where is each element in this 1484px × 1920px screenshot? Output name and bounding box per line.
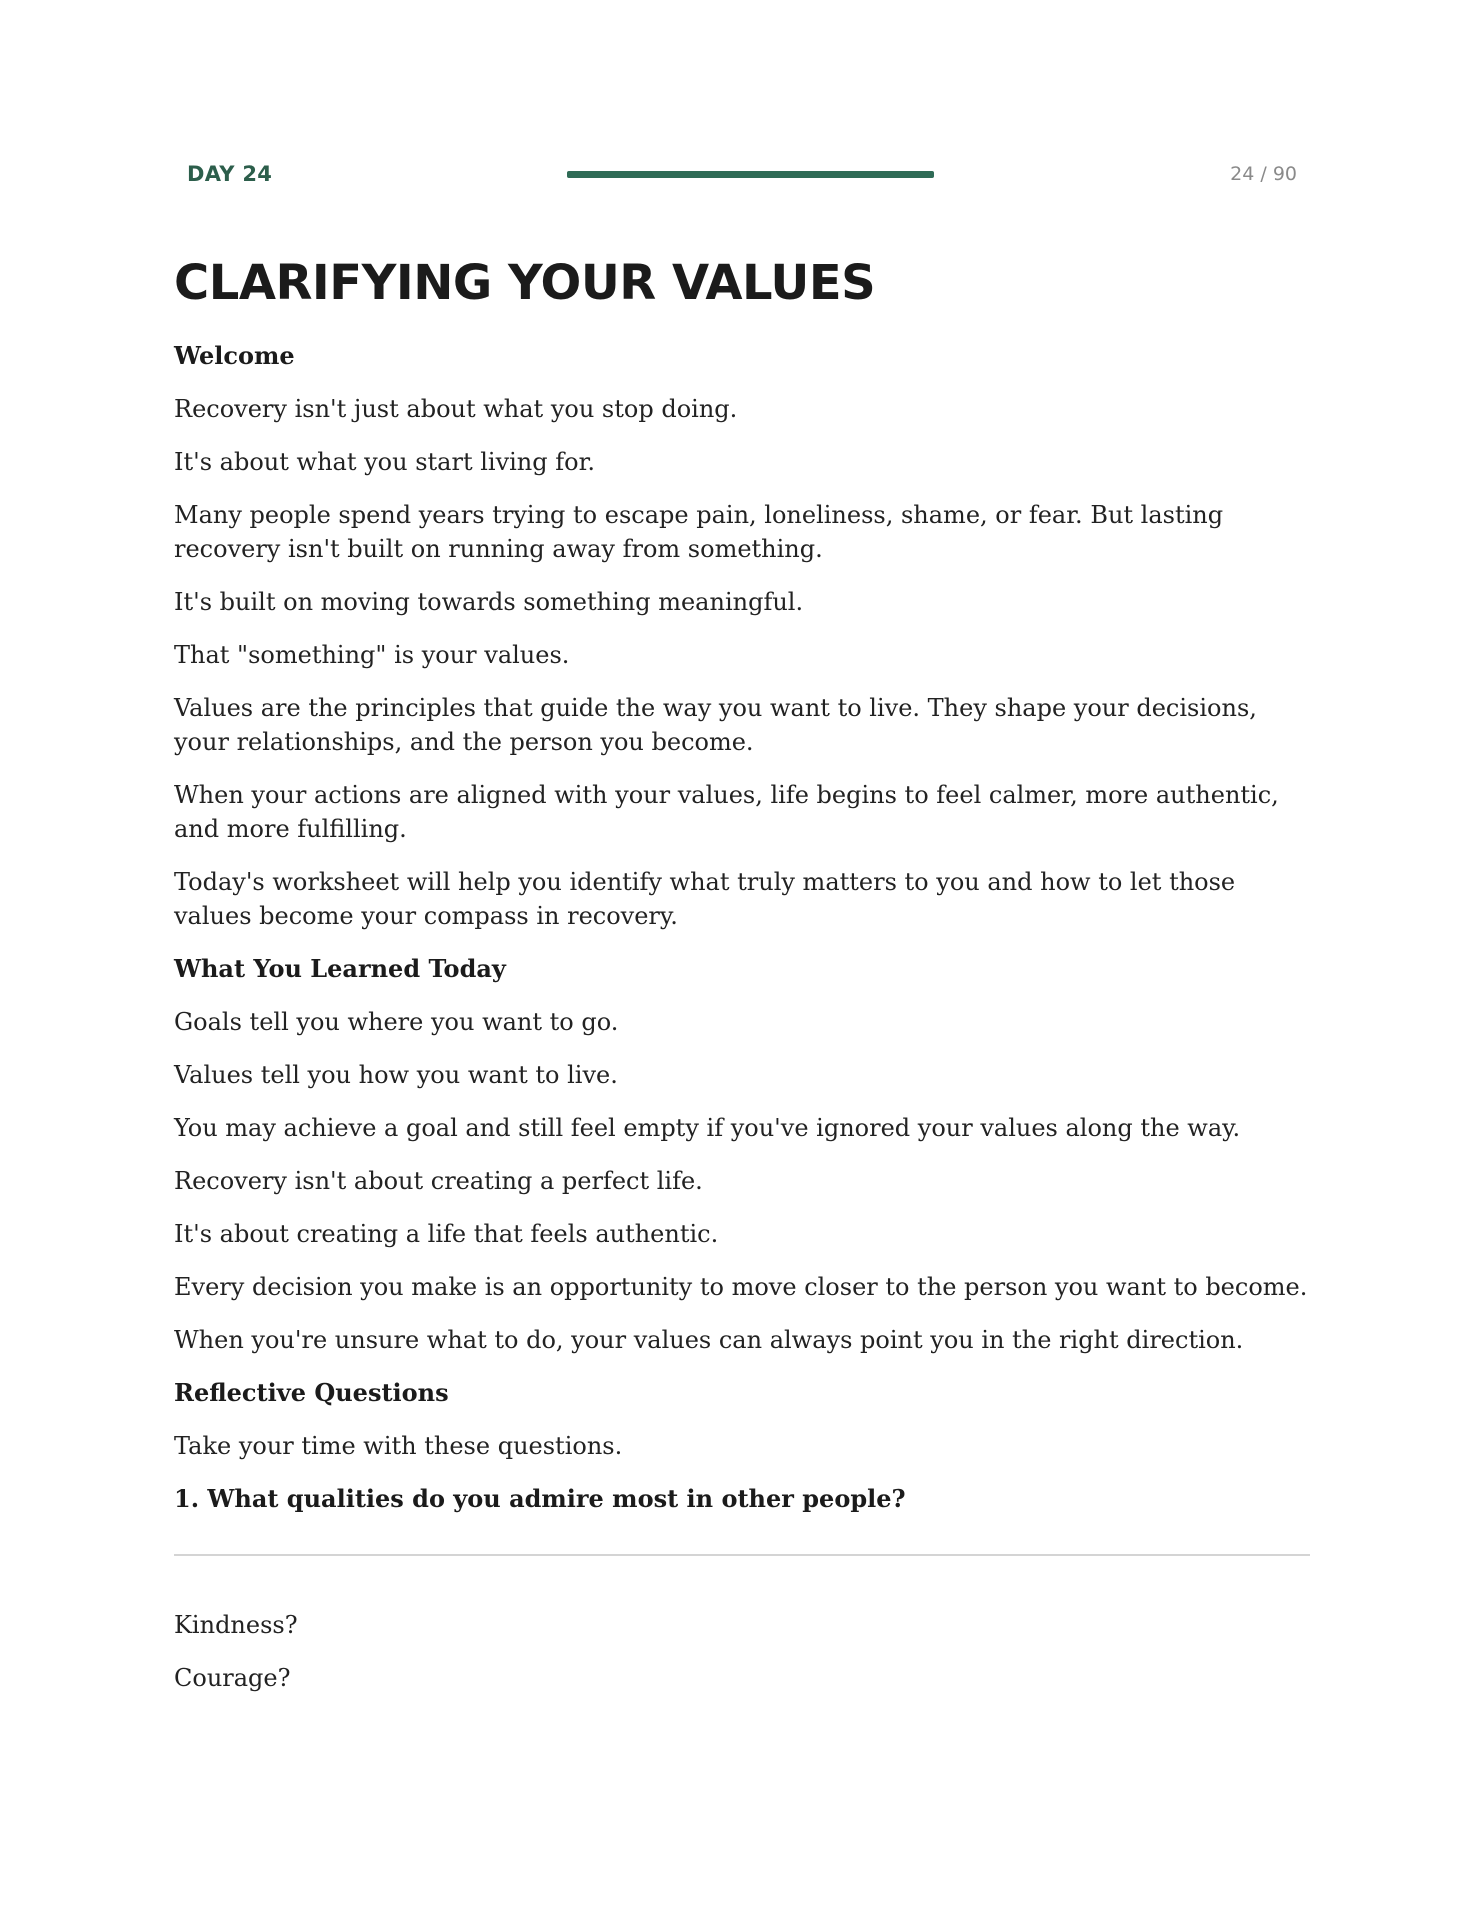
section-heading-learned: What You Learned Today <box>174 954 506 983</box>
paragraph: When you're unsure what to do, your values can always point you in the right direction. <box>174 1326 1244 1354</box>
page-title: CLARIFYING YOUR VALUES <box>174 255 876 311</box>
answer-line <box>174 1554 1310 1556</box>
paragraph: Recovery isn't about creating a perfect life. <box>174 1167 703 1195</box>
paragraph: It's built on moving towards something meaningful. <box>174 588 804 616</box>
paragraph: Goals tell you where you want to go. <box>174 1008 619 1036</box>
answer-prompt: Courage? <box>174 1664 291 1692</box>
paragraph: Every decision you make is an opportunity to move closer to the person you want to become. <box>174 1273 1308 1301</box>
worksheet-page <box>174 0 1310 1920</box>
question-1: 1. What qualities do you admire most in other people? <box>174 1484 906 1513</box>
progress-bar <box>567 171 934 178</box>
section-heading-welcome: Welcome <box>174 341 295 370</box>
page-counter: 24 / 90 <box>1230 163 1297 185</box>
paragraph: When your actions are aligned with your values, life begins to feel calmer, more authentic, and more fulfilling. <box>174 781 1279 843</box>
paragraph: Today's worksheet will help you identify what truly matters to you and how to let those values become your compass in recovery. <box>174 868 1236 930</box>
paragraph: It's about what you start living for. <box>174 448 596 476</box>
paragraph: Values tell you how you want to live. <box>174 1061 618 1089</box>
progress-bar-fill <box>567 171 934 178</box>
answer-prompt: Kindness? <box>174 1611 298 1639</box>
paragraph: Take your time with these questions. <box>174 1432 623 1460</box>
paragraph: You may achieve a goal and still feel empty if you've ignored your values along the way. <box>174 1114 1241 1142</box>
paragraph: Many people spend years trying to escape pain, loneliness, shame, or fear. But lasting recovery isn't built on running away from something. <box>174 501 1224 563</box>
paragraph: It's about creating a life that feels authentic. <box>174 1220 719 1248</box>
paragraph: Values are the principles that guide the way you want to live. They shape your decisions, your relationships, and the person you become. <box>174 694 1257 756</box>
paragraph: That "something" is your values. <box>174 641 570 669</box>
day-label: DAY 24 <box>187 162 273 186</box>
page-header <box>174 158 1310 188</box>
section-heading-reflective: Reflective Questions <box>174 1378 449 1407</box>
paragraph: Recovery isn't just about what you stop doing. <box>174 395 738 423</box>
worksheet-content <box>174 339 1310 1714</box>
